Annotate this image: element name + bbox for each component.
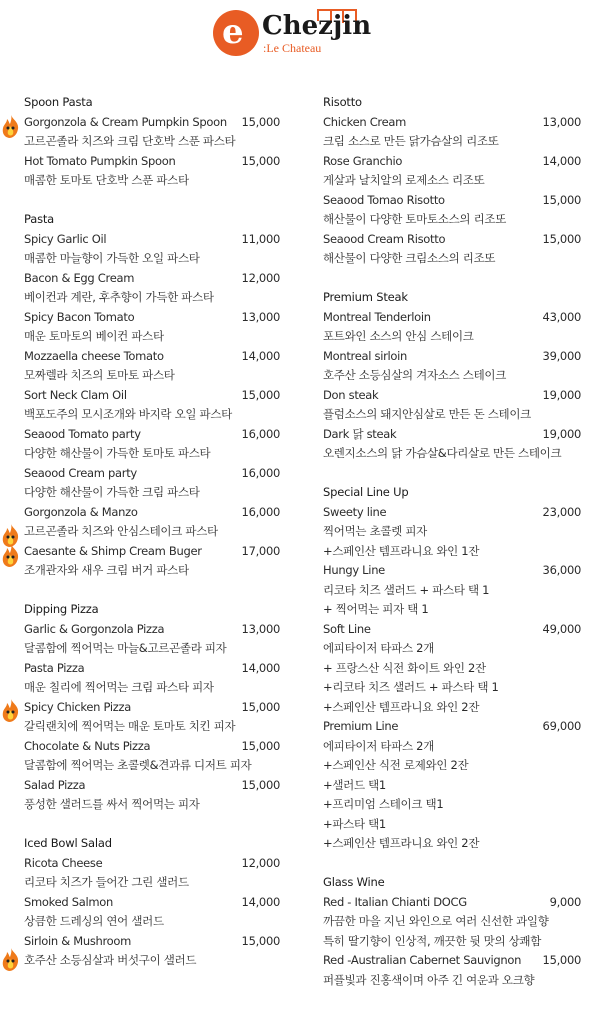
item-name: Caesante & Shimp Cream Buger: [24, 543, 202, 558]
section-title: Pasta: [24, 212, 55, 226]
item-name: Gorgonzola & Manzo: [24, 504, 138, 519]
menu-column-left: [24, 93, 280, 990]
item-description: 리코타 치즈 샐러드 + 파스타 택 1: [323, 582, 490, 597]
item-name: Don steak: [323, 387, 379, 402]
item-price: 69,000: [542, 719, 581, 733]
item-description: 에피타이저 타파스 2개: [323, 738, 435, 753]
menu-item: [24, 542, 280, 562]
item-price: 14,000: [241, 660, 280, 675]
menu-item: [323, 230, 581, 250]
menu-item: [323, 191, 581, 211]
item-name: Sirloin & Mushroom: [24, 933, 132, 948]
menu-section: [24, 834, 280, 971]
item-description: 풍성한 샐러드를 싸서 찍어먹는 피자: [24, 797, 200, 811]
item-price: 16,000: [241, 426, 280, 441]
menu-item: [24, 932, 280, 952]
menu-section: [323, 483, 581, 854]
item-price: 16,000: [241, 465, 280, 480]
item-price: 14,000: [241, 894, 280, 909]
item-description: +스페인산 식전 로제와인 2잔: [323, 758, 469, 772]
menu-item: [24, 776, 280, 796]
item-description: 호주산 소등심살과 버섯구이 샐러드: [24, 953, 197, 967]
item-price: 15,000: [241, 777, 280, 792]
item-description: +스페인산 템프라니요 와인 1잔: [323, 543, 480, 558]
item-name: Ricota Cheese: [24, 855, 103, 870]
item-price: 12,000: [241, 270, 280, 285]
item-price: 15,000: [241, 699, 280, 714]
item-description: 베이컨과 계란, 후추향이 가득한 파스타: [24, 290, 214, 304]
item-name: Hungy Line: [323, 563, 385, 577]
item-description: +샐러드 택1: [323, 777, 386, 792]
item-name: Red -Australian Cabernet Sauvignon: [323, 953, 522, 967]
item-price: 16,000: [241, 504, 280, 519]
item-name: Rose Granchio: [323, 153, 403, 168]
section-title: Iced Bowl Salad: [24, 836, 112, 850]
item-name: Salad Pizza: [24, 777, 86, 792]
item-name: Seaood Tomao Risotto: [323, 192, 445, 207]
item-price: 23,000: [542, 504, 581, 519]
item-name: Hot Tomato Pumpkin Spoon: [24, 153, 176, 168]
menu-item: [323, 347, 581, 367]
menu-section: [323, 93, 581, 269]
item-description: 갈릭랜치에 찍어먹는 매운 토마토 치킨 피자: [24, 719, 236, 733]
menu-item: [24, 386, 280, 406]
item-description: +스페인산 템프라니요 와인 2잔: [323, 836, 480, 850]
item-name: Pasta Pizza: [24, 660, 85, 675]
item-price: 15,000: [241, 738, 280, 753]
item-description: 달콤함에 찍어먹는 마늘&고르곤졸라 피자: [24, 641, 227, 655]
item-description: 찍어먹는 초콜렛 피자: [323, 524, 427, 538]
item-name: Red - Italian Chianti DOCG: [323, 894, 467, 909]
item-price: 12,000: [241, 855, 280, 870]
item-price: 14,000: [241, 348, 280, 363]
menu-item: [323, 503, 581, 523]
item-price: 9,000: [549, 894, 581, 909]
spicy-flame-icon: [0, 114, 22, 140]
section-title: Dipping Pizza: [24, 602, 99, 616]
item-description: 게살과 날치알의 로제소스 리조또: [323, 173, 485, 187]
menu-item: [24, 503, 280, 523]
item-name: Spicy Garlic Oil: [24, 231, 107, 246]
menu-item: [323, 561, 581, 581]
menu-item: [24, 620, 280, 640]
item-name: Montreal Tenderloin: [323, 309, 431, 324]
logo-mark-icon: e: [213, 10, 259, 56]
item-name: Sweety line: [323, 504, 387, 519]
item-description: +파스타 택1: [323, 816, 386, 831]
section-title: Risotto: [323, 95, 362, 109]
item-price: 15,000: [241, 153, 280, 168]
menu-item: [24, 464, 280, 484]
item-description: 호주산 소등심살의 겨자소스 스테이크: [323, 368, 507, 382]
menu-item: [24, 230, 280, 250]
item-description: 리코타 치즈가 들어간 그린 샐러드: [24, 875, 189, 889]
item-name: Gorgonzola & Cream Pumpkin Spoon: [24, 114, 227, 129]
menu-item: [24, 659, 280, 679]
item-description: 다양한 해산물이 가득한 토마토 파스타: [24, 446, 211, 460]
item-description: 포트와인 소스의 안심 스테이크: [323, 329, 474, 343]
menu-item: [323, 620, 581, 640]
menu-section: [24, 210, 280, 581]
item-name: Premium Line: [323, 719, 399, 733]
item-description: + 찍어먹는 피자 택 1: [323, 602, 429, 616]
item-description: 고르곤졸라 치즈와 크림 단호박 스푼 파스타: [24, 134, 236, 148]
item-price: 19,000: [542, 387, 581, 402]
item-description: 플럼소스의 돼지안심살로 만든 돈 스테이크: [323, 407, 531, 421]
item-name: Chicken Cream: [323, 114, 407, 129]
item-description: 까끔한 마을 지닌 와인으로 여러 신선한 과일향: [323, 914, 549, 928]
item-description: + 프랑스산 식전 화이트 와인 2잔: [323, 660, 486, 675]
item-description: 고르곤졸라 치즈와 안심스테이크 파스타: [24, 524, 218, 538]
item-description: 달콤함에 찍어먹는 초콜렛&견과류 디저트 피자: [24, 758, 252, 772]
menu-item: [24, 269, 280, 289]
item-description: 매운 칠리에 찍어먹는 크림 파스타 피자: [24, 680, 214, 694]
item-description: 모짜렐라 치즈의 토마토 파스타: [24, 368, 175, 382]
item-price: 15,000: [542, 192, 581, 207]
menu-section: [323, 288, 581, 464]
spicy-flame-icon: [0, 543, 22, 569]
item-name: Spicy Chicken Pizza: [24, 699, 131, 714]
item-price: 13,000: [241, 621, 280, 636]
spicy-flame-icon: [0, 698, 22, 724]
item-name: Sort Neck Clam Oil: [24, 387, 127, 402]
menu-item: [24, 737, 280, 757]
item-price: 19,000: [542, 426, 581, 441]
item-name: Seaood Cream Risotto: [323, 231, 446, 246]
item-price: 17,000: [241, 543, 280, 558]
menu-item: [24, 425, 280, 445]
item-name: Seaood Tomato party: [24, 426, 141, 441]
item-description: +리코타 치즈 샐러드 + 파스타 택 1: [323, 680, 499, 694]
menu-item: [323, 152, 581, 172]
menu-item: [323, 951, 581, 971]
item-price: 15,000: [542, 953, 581, 967]
menu-section: [323, 873, 581, 990]
menu-item: [323, 717, 581, 737]
item-price: 49,000: [542, 621, 581, 636]
item-description: 해산물이 다양한 토마토소스의 리조또: [323, 212, 507, 226]
item-name: Montreal sirloin: [323, 348, 408, 363]
menu-section: [24, 93, 280, 191]
section-title: Glass Wine: [323, 875, 385, 889]
brand-logo: [213, 7, 393, 59]
item-description: 퍼플빛과 진홍색이며 아주 긴 여운과 오크향: [323, 972, 535, 987]
menu-item: [323, 893, 581, 913]
menu-item: [24, 893, 280, 913]
item-price: 15,000: [241, 387, 280, 402]
item-description: 매콤한 토마토 단호박 스푼 파스타: [24, 173, 189, 187]
item-description: 해산물이 다양한 크림소스의 리조또: [323, 251, 496, 265]
item-price: 13,000: [241, 309, 280, 324]
item-name: Bacon & Egg Cream: [24, 270, 135, 285]
item-description: +프리미엄 스테이크 택1: [323, 797, 444, 811]
brand-tagline: :Le Chateau: [263, 41, 322, 55]
item-price: 13,000: [542, 114, 581, 129]
item-price: 39,000: [542, 348, 581, 363]
item-price: 15,000: [241, 114, 280, 129]
item-name: Mozzaella cheese Tomato: [24, 348, 164, 363]
item-description: 매운 토마토의 베이컨 파스타: [24, 329, 164, 343]
menu-item: [24, 347, 280, 367]
item-name: Smoked Salmon: [24, 894, 113, 909]
menu-item: [24, 152, 280, 172]
menu-item: [323, 425, 581, 445]
item-price: 15,000: [542, 231, 581, 246]
section-title: Premium Steak: [323, 290, 408, 304]
item-name: Dark 닭 steak: [323, 426, 397, 441]
item-name: Garlic & Gorgonzola Pizza: [24, 621, 165, 636]
item-description: 특히 딸기향이 인상적, 깨끗한 뒷 맛의 상쾌함: [323, 933, 542, 948]
item-description: 크림 소스로 만든 닭가슴살의 리조또: [323, 134, 499, 148]
menu-item: [24, 113, 280, 133]
item-price: 43,000: [542, 309, 581, 324]
brand-name: Chezjin: [262, 11, 372, 41]
item-description: 다양한 해산물이 가득한 크림 파스타: [24, 485, 200, 499]
menu-item: [323, 386, 581, 406]
menu-item: [323, 308, 581, 328]
menu-section: [24, 600, 280, 815]
item-description: 매콤한 마늘향이 가득한 오일 파스타: [24, 251, 200, 265]
item-name: Spicy Bacon Tomato: [24, 309, 135, 324]
item-name: Seaood Cream party: [24, 465, 137, 480]
item-description: 오렌지소스의 닭 가슴살&다리살로 만든 스테이크: [323, 446, 562, 460]
section-title: Spoon Pasta: [24, 95, 93, 109]
item-name: Soft Line: [323, 621, 371, 636]
item-description: 에피타이저 타파스 2개: [323, 641, 435, 655]
menu-item: [323, 113, 581, 133]
item-price: 15,000: [241, 933, 280, 948]
item-price: 36,000: [542, 563, 581, 577]
item-price: 11,000: [241, 231, 280, 246]
spicy-flame-icon: [0, 947, 22, 973]
item-name: Chocolate & Nuts Pizza: [24, 738, 151, 753]
item-description: +스페인산 템프라니요 와인 2잔: [323, 699, 480, 714]
menu-item: [24, 854, 280, 874]
item-description: 조개관자와 새우 크림 버거 파스타: [24, 563, 189, 577]
menu-item: [24, 698, 280, 718]
menu-column-right: [323, 93, 581, 1010]
item-description: 상큼한 드레싱의 연어 샐러드: [24, 914, 164, 928]
item-description: 백포도주의 모시조개와 바지락 오일 파스타: [24, 407, 232, 421]
menu-item: [24, 308, 280, 328]
section-title: Special Line Up: [323, 485, 409, 499]
item-price: 14,000: [542, 153, 581, 168]
